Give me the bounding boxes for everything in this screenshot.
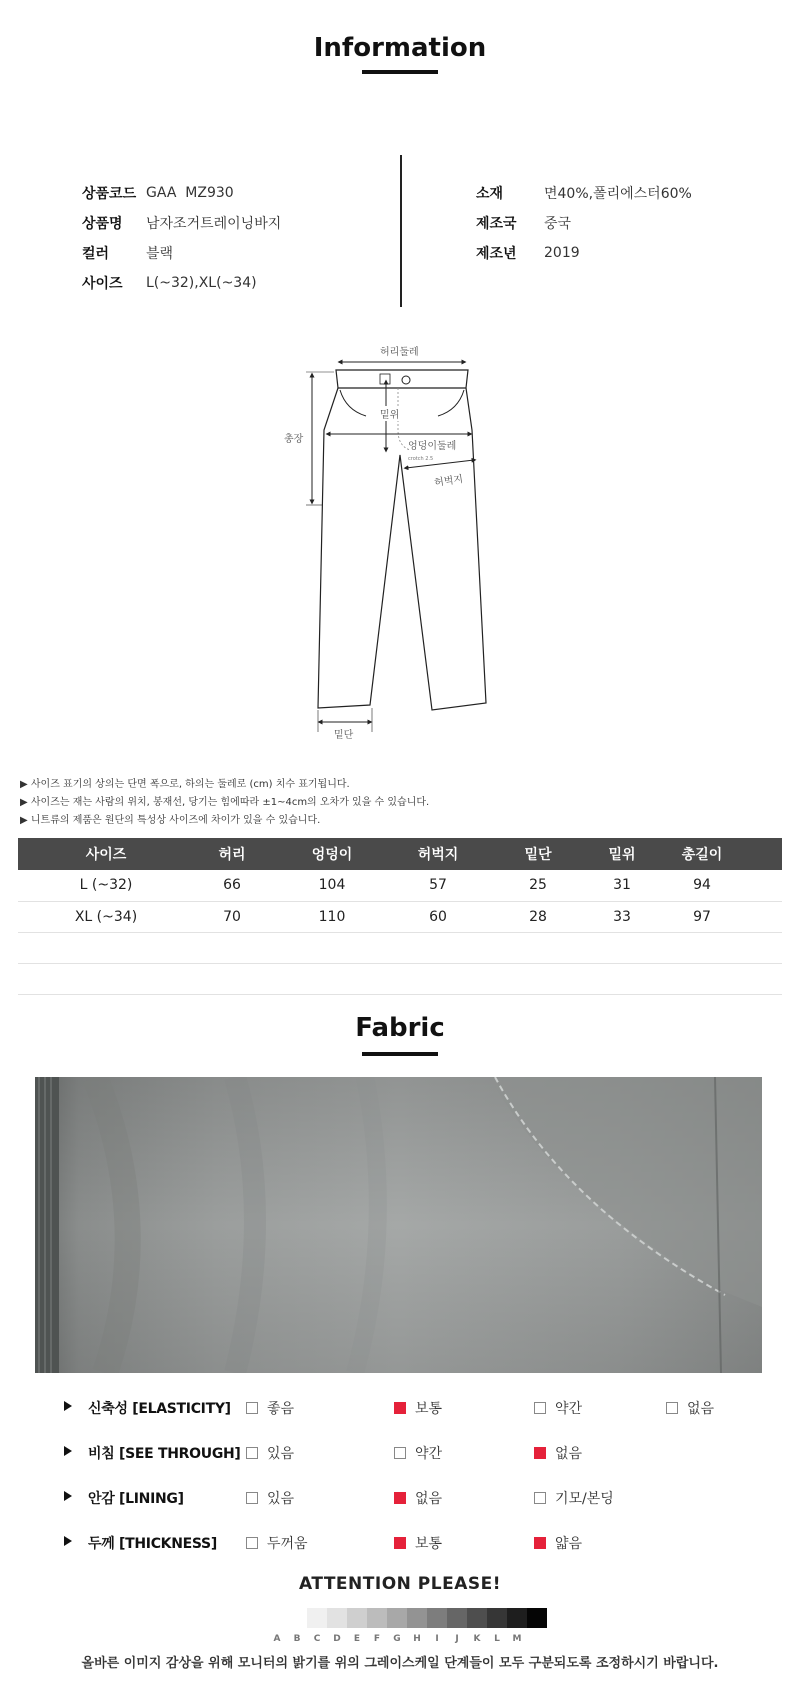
header-empty (754, 838, 782, 870)
option[interactable] (534, 1398, 582, 1418)
option-label: 없음 (415, 1491, 443, 1507)
cell-thigh: 57 (394, 870, 482, 901)
cell-empty (754, 901, 782, 932)
property-label: 신축성 [ELASTICITY] (88, 1401, 231, 1417)
grayscale-letter: H (413, 1634, 421, 1644)
cell-empty (18, 963, 194, 994)
info-row-material (476, 178, 692, 208)
option-label: 없음 (555, 1446, 583, 1462)
size-notes (20, 776, 429, 830)
checkbox-icon (394, 1447, 406, 1459)
option-label: 좋음 (267, 1401, 295, 1417)
property-label: 비침 [SEE THROUGH] (88, 1446, 241, 1462)
checkbox-checked-icon (534, 1537, 546, 1549)
grayscale-swatch (487, 1608, 507, 1628)
info-label: 소재 (476, 186, 504, 202)
play-arrow-icon (64, 1401, 72, 1411)
checkbox-icon (534, 1402, 546, 1414)
cell-empty (482, 932, 594, 963)
checkbox-checked-icon (394, 1537, 406, 1549)
grayscale-swatch (387, 1608, 407, 1628)
table-row (18, 870, 782, 901)
grayscale-swatch (327, 1608, 347, 1628)
grayscale-letters (267, 1634, 527, 1644)
cell-empty (482, 963, 594, 994)
cell-empty (270, 932, 394, 963)
cell-hem: 25 (482, 870, 594, 901)
option[interactable] (394, 1533, 442, 1553)
checkbox-icon (246, 1537, 258, 1549)
info-label: 컬러 (82, 246, 110, 262)
grayscale-swatch (287, 1608, 307, 1628)
grayscale-letter: D (333, 1634, 341, 1644)
table-row (18, 901, 782, 932)
option-label: 기모/본딩 (555, 1491, 614, 1507)
info-value: 블랙 (146, 246, 174, 262)
option[interactable] (394, 1398, 442, 1418)
option[interactable] (534, 1533, 582, 1553)
label-length: 총장 (284, 434, 304, 445)
play-arrow-icon (64, 1491, 72, 1501)
option-label: 얇음 (555, 1536, 583, 1552)
grayscale-letter: G (393, 1634, 401, 1644)
checkbox-checked-icon (394, 1492, 406, 1504)
info-value: 중국 (544, 216, 572, 232)
cell-empty (754, 870, 782, 901)
info-label: 제조년 (476, 246, 517, 262)
info-value: 남자조거트레이닝바지 (146, 216, 282, 232)
information-title-underline (362, 70, 438, 74)
option-label: 있음 (267, 1446, 295, 1462)
note-line: ▶ 사이즈 표기의 상의는 단면 폭으로, 하의는 둘레로 (cm) 치수 표기됩니다. (20, 779, 350, 790)
checkbox-icon (666, 1402, 678, 1414)
info-label: 제조국 (476, 216, 517, 232)
grayscale-letter: I (435, 1634, 439, 1644)
cell-empty (270, 963, 394, 994)
info-value: GAA MZ930 (146, 185, 234, 201)
cell-empty (594, 932, 650, 963)
label-crotch: crotch 2.5 (408, 456, 434, 462)
checkbox-icon (246, 1447, 258, 1459)
fabric-texture (35, 1077, 762, 1373)
label-thigh: 허벅지 (433, 474, 464, 489)
info-value: L(~32),XL(~34) (146, 275, 257, 291)
cell-empty (650, 963, 754, 994)
checkbox-icon (246, 1492, 258, 1504)
note-line: ▶ 니트류의 제품은 원단의 특성상 사이즈에 차이가 있을 수 있습니다. (20, 815, 321, 826)
property-label: 두께 [THICKNESS] (88, 1536, 217, 1552)
info-row-name (82, 208, 281, 238)
grayscale-swatch (367, 1608, 387, 1628)
grayscale-bar (287, 1608, 547, 1628)
fabric-closeup-image (35, 1077, 762, 1373)
option-label: 두꺼움 (267, 1536, 308, 1552)
cell-length: 94 (650, 870, 754, 901)
info-value: 2019 (544, 245, 580, 261)
option[interactable] (246, 1533, 308, 1553)
play-arrow-icon (64, 1536, 72, 1546)
cell-empty (394, 932, 482, 963)
option[interactable] (666, 1398, 714, 1418)
property-row-lining (60, 1476, 780, 1521)
grayscale-letter: J (455, 1634, 459, 1644)
grayscale-swatch (407, 1608, 427, 1628)
option[interactable] (394, 1443, 442, 1463)
checkbox-icon (534, 1492, 546, 1504)
label-rise: 밑위 (380, 406, 399, 421)
label-hip: 엉덩이둘레 (408, 441, 457, 452)
option[interactable] (534, 1488, 614, 1508)
property-label: 안감 [LINING] (88, 1491, 184, 1507)
cell-empty (194, 932, 270, 963)
table-row (18, 932, 782, 963)
cell-hip: 110 (270, 901, 394, 932)
option-label: 보통 (415, 1401, 443, 1417)
info-row-color (82, 238, 281, 268)
info-label: 사이즈 (82, 276, 123, 292)
grayscale-swatch (307, 1608, 327, 1628)
grayscale-swatch (347, 1608, 367, 1628)
grayscale-swatch (447, 1608, 467, 1628)
checkbox-icon (246, 1402, 258, 1414)
grayscale-letter: C (313, 1634, 321, 1644)
grayscale-letter: A (273, 1634, 281, 1644)
pants-outline (270, 340, 530, 740)
option-label: 있음 (267, 1491, 295, 1507)
cell-empty (754, 932, 782, 963)
play-arrow-icon (64, 1446, 72, 1456)
cell-empty (18, 932, 194, 963)
property-row-see-through (60, 1431, 780, 1476)
grayscale-letter: E (353, 1634, 361, 1644)
header-length: 총길이 (650, 838, 754, 870)
cell-hip: 104 (270, 870, 394, 901)
option[interactable] (246, 1488, 294, 1508)
grayscale-swatch (427, 1608, 447, 1628)
product-info-right (476, 178, 692, 268)
cell-empty (754, 963, 782, 994)
cell-waist: 66 (194, 870, 270, 901)
header-rise: 밑위 (594, 838, 650, 870)
header-thigh: 허벅지 (394, 838, 482, 870)
checkbox-checked-icon (394, 1402, 406, 1414)
attention-title: ATTENTION PLEASE! (299, 1574, 501, 1594)
fabric-title-underline (362, 1052, 438, 1056)
cell-empty (650, 932, 754, 963)
header-hip: 엉덩이 (270, 838, 394, 870)
option[interactable] (394, 1488, 442, 1508)
cell-length: 97 (650, 901, 754, 932)
cell-size: L (~32) (18, 870, 194, 901)
info-divider (400, 155, 402, 307)
cell-empty (194, 963, 270, 994)
info-label: 상품명 (82, 216, 123, 232)
cell-thigh: 60 (394, 901, 482, 932)
info-row-code (82, 178, 281, 208)
property-row-thickness (60, 1521, 780, 1566)
grayscale-swatch (507, 1608, 527, 1628)
label-waist: 허리둘레 (378, 343, 421, 358)
cell-rise: 33 (594, 901, 650, 932)
header-waist: 허리 (194, 838, 270, 870)
property-row-elasticity (60, 1386, 780, 1431)
option-label: 보통 (415, 1536, 443, 1552)
fabric-properties (60, 1386, 780, 1566)
pants-measurement-diagram (270, 340, 530, 740)
info-label: 상품코드 (82, 186, 137, 202)
cell-empty (394, 963, 482, 994)
option[interactable] (246, 1443, 294, 1463)
info-row-size (82, 268, 281, 298)
option-label: 없음 (687, 1401, 715, 1417)
checkbox-checked-icon (534, 1447, 546, 1459)
size-table (18, 838, 782, 995)
table-header-row (18, 838, 782, 870)
grayscale-letter: M (512, 1634, 522, 1644)
cell-rise: 31 (594, 870, 650, 901)
fabric-title: Fabric (355, 1013, 445, 1043)
header-hem: 밑단 (482, 838, 594, 870)
information-title: Information (313, 33, 487, 63)
option-label: 약간 (415, 1446, 443, 1462)
header-size: 사이즈 (18, 838, 194, 870)
note-line: ▶ 사이즈는 재는 사람의 위치, 봉재선, 당기는 힘에따라 ±1~4cm의 오차가 있을 수 있습니다. (20, 797, 430, 808)
product-info-left (82, 178, 281, 298)
cell-size: XL (~34) (18, 901, 194, 932)
option[interactable] (534, 1443, 582, 1463)
attention-message: 올바른 이미지 감상을 위해 모니터의 밝기를 위의 그레이스케일 단계들이 모두 구분되도록 조정하시기 바랍니다. (81, 1656, 719, 1671)
grayscale-letter: L (494, 1634, 500, 1644)
grayscale-swatch (527, 1608, 547, 1628)
cell-waist: 70 (194, 901, 270, 932)
info-row-country (476, 208, 692, 238)
label-hem: 밑단 (334, 730, 354, 741)
cell-empty (594, 963, 650, 994)
cell-hem: 28 (482, 901, 594, 932)
grayscale-swatch (467, 1608, 487, 1628)
option-label: 약간 (555, 1401, 583, 1417)
option[interactable] (246, 1398, 294, 1418)
table-row (18, 963, 782, 994)
grayscale-letter: F (373, 1634, 381, 1644)
info-row-year (476, 238, 692, 268)
info-value: 면40%,폴리에스터60% (544, 186, 692, 202)
grayscale-letter: K (473, 1634, 481, 1644)
grayscale-letter: B (293, 1634, 301, 1644)
